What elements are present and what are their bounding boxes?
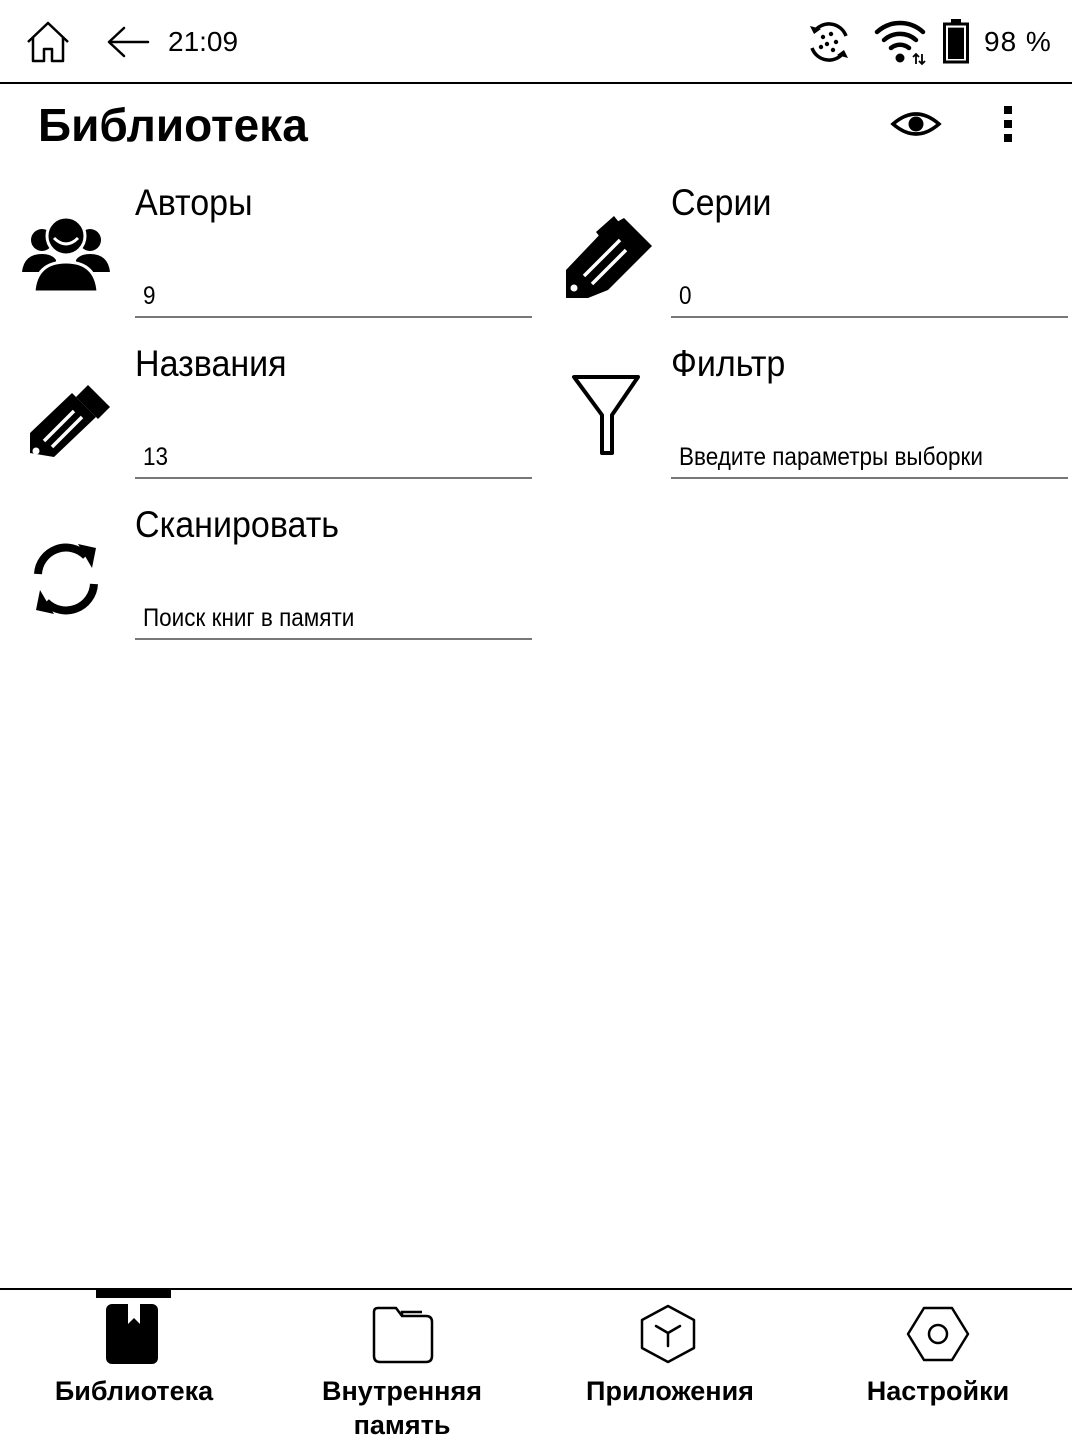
tile-subtitle: Введите параметры выборки (679, 443, 983, 471)
nav-internal-storage[interactable] (268, 1290, 536, 1448)
settings-hexagon-icon (906, 1302, 970, 1366)
tile-subtitle: 9 (143, 282, 156, 310)
filter-icon (564, 371, 656, 463)
authors-icon (20, 210, 112, 302)
library-book-icon (102, 1302, 166, 1366)
tile-title: Серии (671, 182, 772, 223)
tile-filter[interactable] (536, 337, 1072, 497)
sync-icon (806, 20, 852, 64)
folder-icon (370, 1302, 434, 1366)
eye-icon[interactable] (890, 104, 942, 144)
nav-label: Библиотека (54, 1376, 214, 1406)
pencil-icon (22, 371, 114, 463)
home-icon[interactable] (24, 20, 72, 64)
divider (671, 316, 1068, 318)
bottom-nav (0, 1288, 1072, 1448)
tile-series[interactable] (536, 176, 1072, 336)
tile-title: Сканировать (135, 504, 340, 545)
tile-scan[interactable] (0, 498, 536, 658)
refresh-icon (20, 532, 112, 624)
divider (135, 316, 532, 318)
tile-title: Авторы (135, 182, 253, 223)
wifi-icon (874, 18, 928, 66)
nav-library[interactable] (0, 1290, 268, 1448)
tile-title: Названия (135, 343, 287, 384)
nav-settings[interactable] (804, 1290, 1072, 1448)
battery-percent: 98 % (984, 26, 1052, 57)
divider (135, 638, 532, 640)
tile-titles[interactable] (0, 337, 536, 497)
back-arrow-icon[interactable] (104, 24, 152, 60)
tile-subtitle: 13 (143, 443, 169, 471)
divider (135, 477, 532, 479)
page-title: Библиотека (38, 99, 308, 151)
tile-subtitle: 0 (679, 282, 692, 310)
apps-cube-icon (636, 1302, 700, 1366)
clock: 21:09 (168, 26, 239, 57)
nav-apps[interactable] (536, 1290, 804, 1448)
nav-label: Настройки (866, 1376, 1010, 1406)
nav-label: Внутренняя память (321, 1376, 482, 1440)
series-tag-icon (562, 210, 654, 302)
nav-label: Приложения (586, 1376, 754, 1406)
tile-title: Фильтр (671, 343, 786, 384)
tile-authors[interactable] (0, 176, 536, 336)
battery-icon (942, 18, 970, 64)
tile-subtitle: Поиск книг в памяти (143, 604, 355, 632)
more-vertical-icon[interactable] (992, 100, 1024, 148)
divider (671, 477, 1068, 479)
status-bar (0, 0, 1072, 84)
